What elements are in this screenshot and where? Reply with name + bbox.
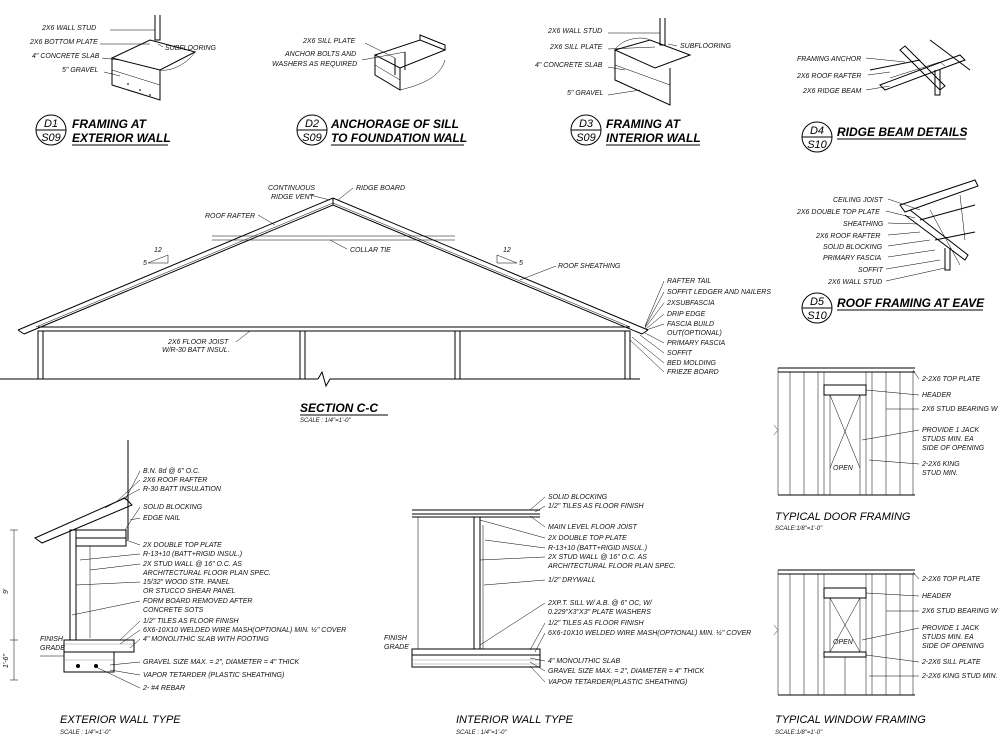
window-label-3: PROVIDE 1 JACK xyxy=(922,625,980,632)
d4-drawing xyxy=(866,40,970,95)
ext-dim-height: 9' xyxy=(3,588,10,594)
detail-d4 xyxy=(796,40,970,152)
window-label-1: HEADER xyxy=(922,593,952,600)
eave-label-8: BED MOLDING xyxy=(667,360,717,367)
slope-run-left: 12 xyxy=(154,247,162,254)
int-label-9: 0.229"X3"X3" PLATE WASHERS xyxy=(548,609,651,616)
d5-label-3: 2X6 ROOF RAFTER xyxy=(816,233,881,240)
int-label-10: 1/2" TILES AS FLOOR FINISH xyxy=(548,620,644,627)
int-finish-label: FINISH xyxy=(384,635,407,642)
d1-label-bottom-plate: 2X6 BOTTOM PLATE xyxy=(30,39,98,46)
interior-wall-type xyxy=(384,494,751,736)
ext-dim-footing: 1'-6" xyxy=(3,654,10,668)
int-label-8: 2XP.T. SILL W/ A.B. @ 6" OC, W/ xyxy=(548,600,652,607)
int-label-2: MAIN LEVEL FLOOR JOIST xyxy=(548,524,637,531)
section-cc xyxy=(0,185,771,424)
window-label-0: 2-2X6 TOP PLATE xyxy=(922,576,981,583)
d5-title: ROOF FRAMING AT EAVE xyxy=(837,296,985,310)
d2-label-washers: WASHERS AS REQUIRED xyxy=(272,61,358,68)
d1-title-line2: EXTERIOR WALL xyxy=(72,131,171,145)
door-label-0: 2-2X6 TOP PLATE xyxy=(922,376,981,383)
detail-d1 xyxy=(29,15,217,145)
door-label-7: STUD MIN. xyxy=(922,470,958,477)
slope-rise-left: 5 xyxy=(143,260,147,267)
window-title: TYPICAL WINDOW FRAMING xyxy=(775,714,926,726)
d1-title-line1: FRAMING AT xyxy=(72,117,146,131)
d4-label-framing-anchor: FRAMING ANCHOR xyxy=(797,56,862,63)
int-label-7: 1/2" DRYWALL xyxy=(548,577,596,584)
d3-label-concrete-slab: 4" CONCRETE SLAB xyxy=(535,62,603,69)
d5-sheet: S10 xyxy=(807,310,827,322)
int-wall-title: INTERIOR WALL TYPE xyxy=(456,714,573,726)
slope-run-right: 12 xyxy=(503,247,511,254)
ext-wall-drawing xyxy=(10,440,134,680)
window-label-7: 2-2X6 KING STUD MIN. xyxy=(922,673,998,680)
int-labels xyxy=(547,494,751,686)
eave-label-7: SOFFIT xyxy=(667,350,692,357)
ext-wall-scale: SCALE : 1/4"=1'-0" xyxy=(60,730,111,736)
ext-label-18: 2- #4 REBAR xyxy=(143,685,186,692)
eave-label-1: SOFFIT LEDGER AND NAILERS xyxy=(667,289,771,296)
d1-number: D1 xyxy=(43,118,59,130)
ext-leaders xyxy=(72,471,140,688)
ext-label-2: R-30 BATT INSULATION xyxy=(143,486,221,493)
int-leaders xyxy=(480,497,545,682)
label-ridge-vent-1: CONTINUOUS xyxy=(268,185,316,192)
d1-sheet: S09 xyxy=(41,132,61,144)
d1-label-wall-stud: 2X6 WALL STUD xyxy=(42,25,97,32)
door-labels xyxy=(862,370,999,477)
window-label-5: SIDE OF OPENING xyxy=(922,643,985,650)
int-wall-drawing xyxy=(412,510,540,667)
d2-number: D2 xyxy=(304,118,320,130)
ext-label-17: VAPOR TETARDER (PLASTIC SHEATHING) xyxy=(143,672,285,679)
ext-label-0: B.N. 8d @ 6" O.C. xyxy=(143,468,201,475)
door-label-1: HEADER xyxy=(922,392,952,399)
label-floor-joist-2: W/R-30 BATT INSUL. xyxy=(162,347,230,354)
ext-label-7: 2X STUD WALL @ 16" O.C. AS xyxy=(143,561,242,568)
ext-wall-title: EXTERIOR WALL TYPE xyxy=(60,714,181,726)
int-wall-scale: SCALE : 1/4"=1'-0" xyxy=(456,730,507,736)
ext-finish-label: FINISH xyxy=(40,636,63,643)
section-title: SECTION C-C xyxy=(300,401,378,415)
ext-label-9: 15/32" WOOD STR. PANEL xyxy=(143,579,230,586)
d5-label-7: 2X6 WALL STUD xyxy=(828,279,883,286)
section-eave-labels xyxy=(630,278,771,376)
ext-label-5: 2X DOUBLE TOP PLATE xyxy=(143,542,222,549)
d3-label-wall-stud: 2X6 WALL STUD xyxy=(548,28,603,35)
detail-d3 xyxy=(535,18,732,145)
d2-drawing xyxy=(362,35,445,90)
section-leaders xyxy=(236,188,556,342)
window-labels xyxy=(862,572,999,680)
int-label-14: VAPOR TETARDER(PLASTIC SHEATHING) xyxy=(548,679,688,686)
door-title: TYPICAL DOOR FRAMING xyxy=(775,511,911,523)
ext-label-4: EDGE NAIL xyxy=(143,515,181,522)
d2-label-sill-plate: 2X6 SILL PLATE xyxy=(303,38,356,45)
int-label-0: SOLID BLOCKING xyxy=(548,494,608,501)
ext-grade-label: GRADE xyxy=(40,645,65,652)
ext-label-11: FORM BOARD REMOVED AFTER xyxy=(143,598,253,605)
door-label-5: SIDE OF OPENING xyxy=(922,445,985,452)
d5-label-0: CEILING JOIST xyxy=(833,197,883,204)
section-roof-outline xyxy=(18,198,648,334)
door-label-6: 2-2X6 KING xyxy=(922,461,960,468)
ext-label-3: SOLID BLOCKING xyxy=(143,504,203,511)
d5-label-4: SOLID BLOCKING xyxy=(823,244,883,251)
door-framing xyxy=(774,368,999,532)
d4-label-roof-rafter: 2X6 ROOF RAFTER xyxy=(797,73,862,80)
ext-label-6: R-13+10 (BATT+RIGID INSUL.) xyxy=(143,551,243,558)
d3-title-line1: FRAMING AT xyxy=(606,117,680,131)
d3-drawing xyxy=(608,18,690,105)
label-ridge-board: RIDGE BOARD xyxy=(356,185,406,192)
window-scale: SCALE:1/8"=1'-0" xyxy=(775,730,823,736)
section-walls xyxy=(0,331,640,386)
d4-title: RIDGE BEAM DETAILS xyxy=(837,125,968,139)
int-label-5: 2X STUD WALL @ 16" O.C. AS xyxy=(548,554,647,561)
d2-title-line2: TO FOUNDATION WALL xyxy=(331,131,468,145)
d2-label-anchor-bolts: ANCHOR BOLTS AND xyxy=(285,51,357,58)
d3-bubble xyxy=(571,115,601,145)
d1-label-gravel: 5" GRAVEL xyxy=(62,67,99,74)
eave-label-3: DRIP EDGE xyxy=(667,311,706,318)
d5-bubble xyxy=(802,293,832,323)
eave-label-6: PRIMARY FASCIA xyxy=(667,340,726,347)
eave-label-4: FASCIA BUILD xyxy=(667,321,715,328)
section-scale: SCALE : 1/4"=1'-0" xyxy=(300,418,351,424)
d5-label-2: SHEATHING xyxy=(843,221,884,228)
door-label-2: 2X6 STUD BEARING W xyxy=(922,406,998,413)
exterior-wall-type xyxy=(3,440,346,736)
d4-bubble xyxy=(802,122,832,152)
d4-sheet: S10 xyxy=(807,139,827,151)
d5-drawing xyxy=(886,180,978,281)
eave-label-9: FRIEZE BOARD xyxy=(667,369,719,376)
ext-label-8: ARCHITECTURAL FLOOR PLAN SPEC. xyxy=(143,570,271,577)
window-label-4: STUDS MIN. EA xyxy=(922,634,974,641)
int-label-4: R-13+10 (BATT+RIGID INSUL.) xyxy=(548,545,648,552)
d5-label-1: 2X6 DOUBLE TOP PLATE xyxy=(797,209,880,216)
ext-label-15: 4" MONOLITHIC SLAB WITH FOOTING xyxy=(143,636,269,643)
ext-labels xyxy=(142,468,346,692)
eave-label-0: RAFTER TAIL xyxy=(667,278,712,285)
d4-number: D4 xyxy=(809,125,825,137)
int-label-11: 6X6-10X10 WELDED WIRE MASH(OPTIONAL) MIN. ½" COVER xyxy=(548,630,752,637)
detail-d2 xyxy=(272,35,467,145)
d3-number: D3 xyxy=(578,118,594,130)
d3-label-gravel: 5" GRAVEL xyxy=(567,90,604,97)
d3-title-line2: INTERIOR WALL xyxy=(606,131,701,145)
ext-label-12: CONCRETE SOTS xyxy=(143,607,204,614)
window-label-6: 2-2X6 SILL PLATE xyxy=(922,659,981,666)
d1-label-subflooring: SUBFLOORING xyxy=(165,45,216,52)
d3-label-sill-plate: 2X6 SILL PLATE xyxy=(550,44,603,51)
d5-number: D5 xyxy=(809,296,825,308)
window-label-2: 2X6 STUD BEARING W xyxy=(922,608,998,615)
d3-sheet: S09 xyxy=(576,132,596,144)
d2-sheet: S09 xyxy=(302,132,322,144)
detail-d5 xyxy=(796,180,985,323)
label-roof-sheathing: ROOF SHEATHING xyxy=(558,263,621,270)
d5-label-5: PRIMARY FASCIA xyxy=(823,255,882,262)
d4-label-ridge-beam: 2X6 RIDGE BEAM xyxy=(803,88,862,95)
label-roof-rafter: ROOF RAFTER xyxy=(205,213,256,220)
ext-label-10: OR STUCCO SHEAR PANEL xyxy=(143,588,236,595)
int-grade-label: GRADE xyxy=(384,644,409,651)
label-ridge-vent-2: RIDGE VENT xyxy=(271,194,314,201)
section-slope-markers xyxy=(143,247,523,267)
int-label-3: 2X DOUBLE TOP PLATE xyxy=(548,535,627,542)
int-label-13: GRAVEL SIZE MAX. = 2", DIAMETER = 4" THICK xyxy=(548,668,705,675)
d1-bubble xyxy=(36,115,66,145)
label-collar-tie: COLLAR TIE xyxy=(350,247,391,254)
window-open-label: OPEN xyxy=(833,639,853,646)
door-label-4: STUDS MIN. EA xyxy=(922,436,974,443)
door-drawing xyxy=(774,368,915,495)
int-label-12: 4" MONOLITHIC SLAB xyxy=(548,658,621,665)
label-floor-joist-1: 2X6 FLOOR JOIST xyxy=(168,339,229,346)
eave-label-5: OUT(OPTIONAL) xyxy=(667,330,722,337)
d2-bubble xyxy=(297,115,327,145)
window-framing xyxy=(774,570,999,736)
slope-rise-right: 5 xyxy=(519,260,523,267)
eave-label-2: 2XSUBFASCIA xyxy=(667,300,715,307)
d1-drawing xyxy=(100,15,195,100)
d1-label-concrete-slab: 4" CONCRETE SLAB xyxy=(32,53,100,60)
d2-title-line1: ANCHORAGE OF SILL xyxy=(331,117,459,131)
int-label-1: 1/2" TILES AS FLOOR FINISH xyxy=(548,503,644,510)
d5-label-6: SOFFIT xyxy=(858,267,883,274)
door-label-3: PROVIDE 1 JACK xyxy=(922,427,980,434)
ext-label-13: 1/2" TILES AS FLOOR FINISH xyxy=(143,618,239,625)
door-open-label: OPEN xyxy=(833,465,853,472)
door-scale: SCALE:1/8"=1'-0" xyxy=(775,526,823,532)
ext-label-1: 2X6 ROOF RAFTER xyxy=(143,477,208,484)
ext-label-16: GRAVEL SIZE MAX. = 2", DIAMETER = 4" THICK xyxy=(143,659,300,666)
ext-label-14: 6X6-10X10 WELDED WIRE MASH(OPTIONAL) MIN. ½" COVER xyxy=(143,627,347,634)
d3-label-subflooring: SUBFLOORING xyxy=(680,43,731,50)
int-label-6: ARCHITECTURAL FLOOR PLAN SPEC. xyxy=(548,563,676,570)
